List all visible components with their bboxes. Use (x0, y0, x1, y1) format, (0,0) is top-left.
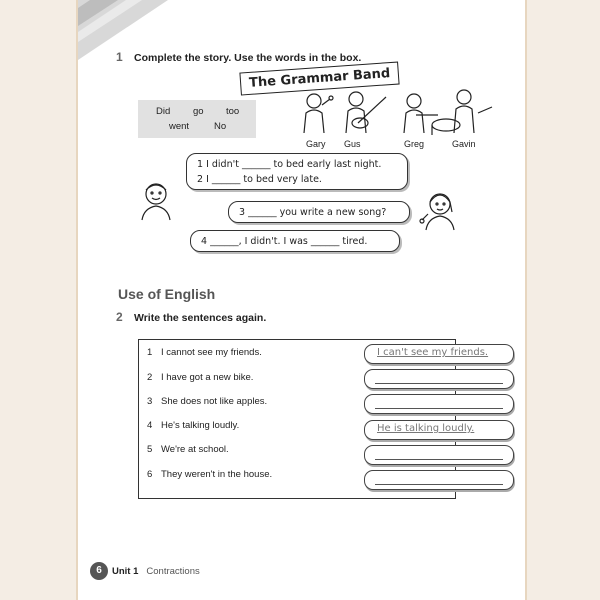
row-number: 6 (147, 469, 153, 480)
word-box-item: go (193, 106, 204, 117)
answer-field[interactable] (364, 445, 514, 465)
word-box-item: No (214, 121, 227, 132)
speech-bubble-1 (186, 153, 408, 190)
row-number: 5 (147, 444, 153, 455)
band-member-name: Gus (344, 139, 361, 149)
row-sentence: I have got a new bike. (161, 372, 254, 383)
exercise-1-title (116, 50, 361, 64)
band-title: The Grammar Band (239, 61, 400, 95)
row-sentence: He's talking loudly. (161, 420, 240, 431)
exercise-1-number: 1 (116, 50, 123, 64)
exercise-2-title (116, 310, 266, 324)
row-sentence: We're at school. (161, 444, 229, 455)
boy-illustration (136, 180, 176, 220)
word-box-item: went (169, 121, 190, 132)
word-box-item: Did (156, 106, 171, 117)
sentence-row (147, 368, 253, 388)
answer-blank-line (375, 459, 503, 460)
answer-field[interactable] (364, 369, 514, 389)
workbook-page (76, 0, 527, 600)
sentence-row (147, 392, 267, 412)
bubble-line: 3 ______ you write a new song? (239, 207, 387, 218)
row-number: 3 (147, 396, 153, 407)
answer-blank-line (375, 484, 503, 485)
bubble-line: 4 ______, I didn't. I was ______ tired. (201, 236, 368, 247)
band-member-name: Greg (404, 139, 425, 149)
row-sentence: They weren't in the house. (161, 469, 273, 480)
unit-topic: Contractions (146, 565, 200, 577)
band-member-name: Gavin (452, 139, 476, 149)
sentence-row (147, 440, 229, 460)
sentence-row (147, 343, 262, 363)
row-sentence: I cannot see my friends. (161, 347, 262, 358)
row-number: 1 (147, 347, 153, 358)
answer-field[interactable] (364, 470, 514, 490)
band-illustration (296, 85, 496, 135)
word-box (138, 100, 256, 138)
row-number: 4 (147, 420, 153, 431)
answer-blank-line (375, 383, 503, 384)
row-sentence: She does not like apples. (161, 396, 268, 407)
band-member-name: Gary (306, 139, 326, 149)
girl-illustration (418, 190, 458, 230)
exercise-2-number: 2 (116, 310, 123, 324)
word-box-item: too (226, 106, 240, 117)
answer-field[interactable] (364, 344, 514, 364)
bubble-line: 2 I ______ to bed very late. (197, 174, 322, 185)
speech-bubble-3 (190, 230, 400, 252)
bubble-line: 1 I didn't ______ to bed early last night. (197, 159, 382, 170)
sentence-row (147, 465, 272, 485)
exercise-1-instruction: Complete the story. Use the words in the box. (134, 52, 362, 64)
row-number: 2 (147, 372, 153, 383)
answer-blank-line (375, 408, 503, 409)
answer-field[interactable] (364, 420, 514, 440)
sentence-box (138, 339, 489, 499)
speech-bubble-2 (228, 201, 410, 223)
answer-text: He is talking loudly. (377, 423, 475, 434)
unit-label: Unit 1 (112, 565, 139, 577)
sentence-row (147, 416, 239, 436)
section-title: Use of English (118, 286, 216, 302)
answer-text: I can't see my friends. (377, 347, 489, 358)
answer-field[interactable] (364, 394, 514, 414)
exercise-2-instruction: Write the sentences again. (134, 312, 267, 324)
page-footer (90, 562, 200, 582)
page-number: 6 (90, 562, 108, 580)
